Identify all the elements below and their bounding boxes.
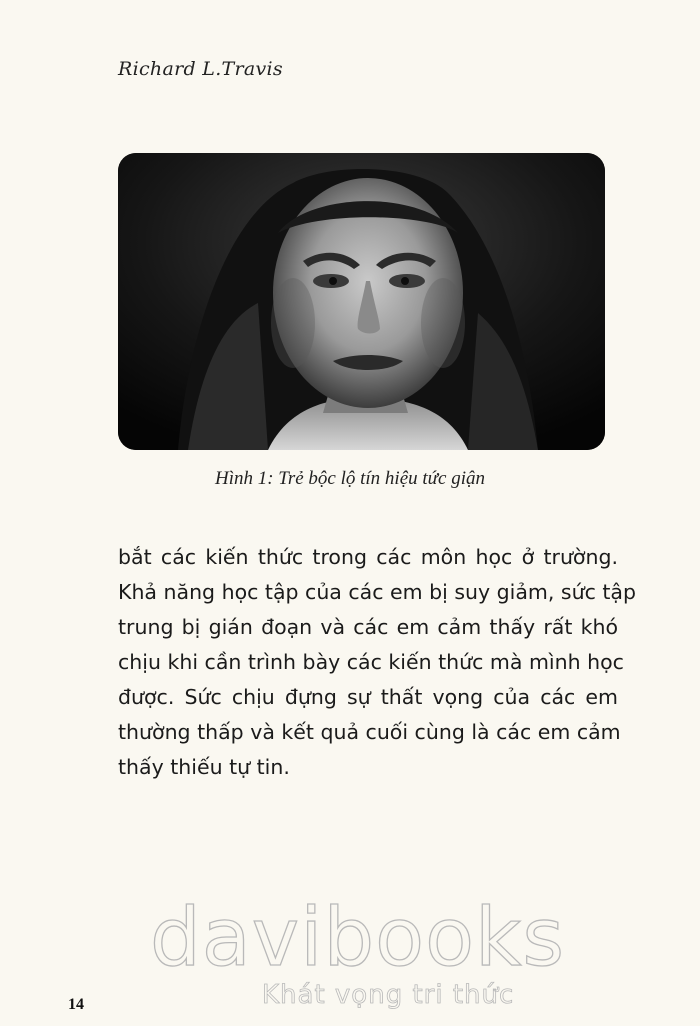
body-line: Khả năng học tập của các em bị suy giảm, sức tập <box>118 580 636 604</box>
angry-child-photo-icon <box>118 153 605 450</box>
figure-caption: Hình 1: Trẻ bộc lộ tín hiệu tức giận <box>214 468 485 489</box>
page-number: 14 <box>68 996 84 1013</box>
body-paragraph <box>118 540 636 785</box>
watermark-brand: davibooks <box>150 891 566 984</box>
body-line: bắt các kiến thức trong các môn học ở trường. <box>118 545 618 569</box>
body-line: thường thấp và kết quả cuối cùng là các em cảm <box>118 720 621 744</box>
watermark-slogan: Khát vọng tri thức <box>262 980 515 1010</box>
body-line: được. Sức chịu đựng sự thất vọng của các em <box>118 685 618 709</box>
figure-photo <box>118 153 605 450</box>
body-line: chịu khi cần trình bày các kiến thức mà mình học <box>118 650 624 674</box>
body-line: trung bị gián đoạn và các em cảm thấy rất khó <box>118 615 618 639</box>
running-header-author: Richard L.Travis <box>118 58 283 80</box>
body-line: thấy thiếu tự tin. <box>118 755 290 779</box>
